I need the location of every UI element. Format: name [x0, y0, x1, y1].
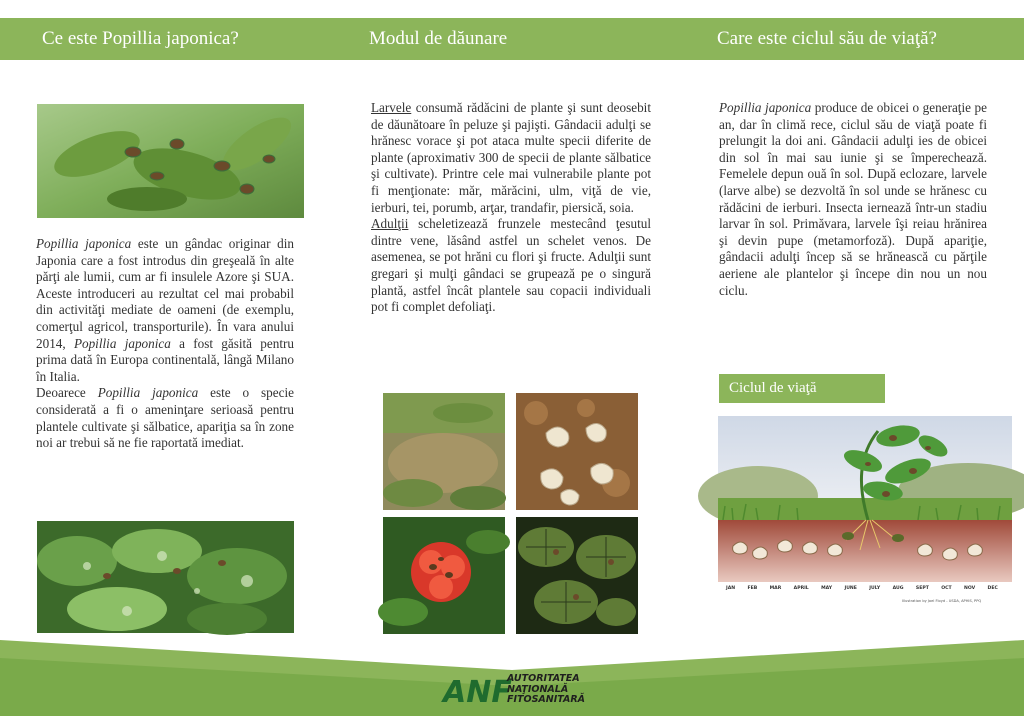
illustration-credit: Illustration by Joel Floyd - USDA, APHIS, PPQ	[902, 599, 982, 603]
month-label: SEPT	[915, 586, 929, 591]
col2-title: Modul de dăunare	[369, 28, 508, 49]
month-label: FEB	[747, 586, 758, 591]
logo-line-3: FITOSANITARĂ	[507, 694, 586, 705]
month-label: OCT	[941, 586, 952, 591]
damaged-leaves-photo	[37, 521, 294, 633]
col1-p1-text: este un gândac originar din Japonia care a fost introdus din greşeală în alte părţi ale lumii, cum ar fi insulele Azore şi SUA. Aceste introduceri au rezultat cel mai probabil din activităţi mediate de oameni (de exemplu, comerţul agricol, transporturile). În vara anului 2014,	[36, 236, 294, 351]
grubs-photo	[516, 393, 638, 510]
anf-logo-mark	[441, 674, 512, 710]
species-name-3: Popillia japonica	[97, 385, 199, 401]
species-name: Popillia japonica	[36, 236, 132, 251]
month-label: MAR	[769, 586, 782, 591]
month-labels	[726, 586, 998, 596]
col3-paragraph-1	[719, 100, 987, 299]
beetles-photo	[37, 104, 304, 218]
damaged-lawn-photo	[383, 393, 505, 510]
col2-text	[371, 100, 651, 316]
col1-p2-start: Deoarece	[36, 385, 98, 401]
col1-paragraph-1	[36, 236, 294, 385]
month-label: MAY	[821, 586, 833, 591]
month-label: NOV	[964, 586, 976, 591]
skeletonized-leaves-photo	[516, 517, 638, 634]
col2-p1-text: consumă rădăcini de plante şi sunt deosebit de dăunătoare în peluze şi pajişti. Gândacii adulţi se hrănesc vorace şi pot ataca multe specii diferite de plante (aproximativ 300 de specii de plante sălbatice şi cultivate). Printre cele mai vulnerabile plante pot fi menţionate: măr, mărăcini, ulm, viţă de vie, ierburi, tei, porumb, arţar, trandafir, piersică, soia.	[371, 100, 651, 215]
logo-line-2: NAŢIONALĂ	[507, 683, 569, 695]
life-cycle-illustration	[718, 416, 1012, 582]
anf-logo-text	[507, 674, 587, 706]
logo-line-1: AUTORITATEA	[507, 673, 580, 684]
col1-p1-end: a fost găsită pentru prima dată în Europa continentală, lângă Milano în Italia.	[36, 335, 294, 384]
col1-title: Ce este Popillia japonica?	[42, 28, 239, 49]
month-label: APRIL	[793, 586, 809, 591]
month-label: JUNE	[844, 586, 857, 591]
month-label: JULY	[869, 586, 881, 591]
larvae-heading: Larvele	[371, 100, 412, 115]
col1-paragraph-2	[36, 385, 294, 451]
col1-p2-text: este o specie considerată a fi o ameninţare serioasă pentru plantele cultivate şi sălbatice, apariţia sa în zone noi ar trebui să ne fie raportată imediat.	[36, 385, 294, 451]
life-cycle-title: Ciclul de viaţă	[719, 374, 885, 403]
month-label: JAN	[726, 586, 736, 591]
col1-text	[36, 236, 294, 452]
col2-p2-text: scheletizează frunzele mestecând ţesutul dintre vene, lăsând astfel un schelet venos. De asemenea, se pot hrăni cu flori şi fructe. Adulţii sunt gregari şi mulţi gândaci se grupează pe o singură plantă, astfel încât plantele sau copacii individuali pot fi complet defoliaţi.	[371, 216, 651, 315]
col2-paragraph-1	[371, 100, 651, 216]
species-name-2: Popillia japonica	[73, 335, 171, 351]
col3-title: Care este ciclul său de viaţă?	[717, 28, 937, 49]
col3-p1-text: produce de obicei o generaţie pe an, dar în climă rece, ciclul său de viaţă poate fi prelungit la doi ani. Gândacii adulţi ies de obicei din sol în mai sau iunie şi se împerechează. Femelele depun ouă în sol. După eclozare, larvele (larve albe) se dezvoltă în sol unde se hrănesc cu rădăcini de ierburi. Insecta iernează într-un stadiu larvar în sol. Primăvara, larvele îşi reiau hrănirea şi devin pupe (metamorfoză). După apariţie, gândacii adulţi încep să se hrănească cu părţile aeriene ale plantelor şi începe din nou un nou ciclu.	[719, 100, 987, 298]
month-label: DEC	[987, 586, 998, 591]
anf-logo	[441, 672, 586, 710]
col3-text	[719, 100, 987, 299]
species-name-4: Popillia japonica	[719, 100, 812, 115]
rose-flower-photo	[383, 517, 505, 634]
adults-heading: Adulţii	[371, 216, 409, 232]
month-label: AUG	[892, 586, 904, 591]
anf-logo-letters: ANF	[443, 675, 512, 710]
col2-paragraph-2	[371, 216, 651, 316]
